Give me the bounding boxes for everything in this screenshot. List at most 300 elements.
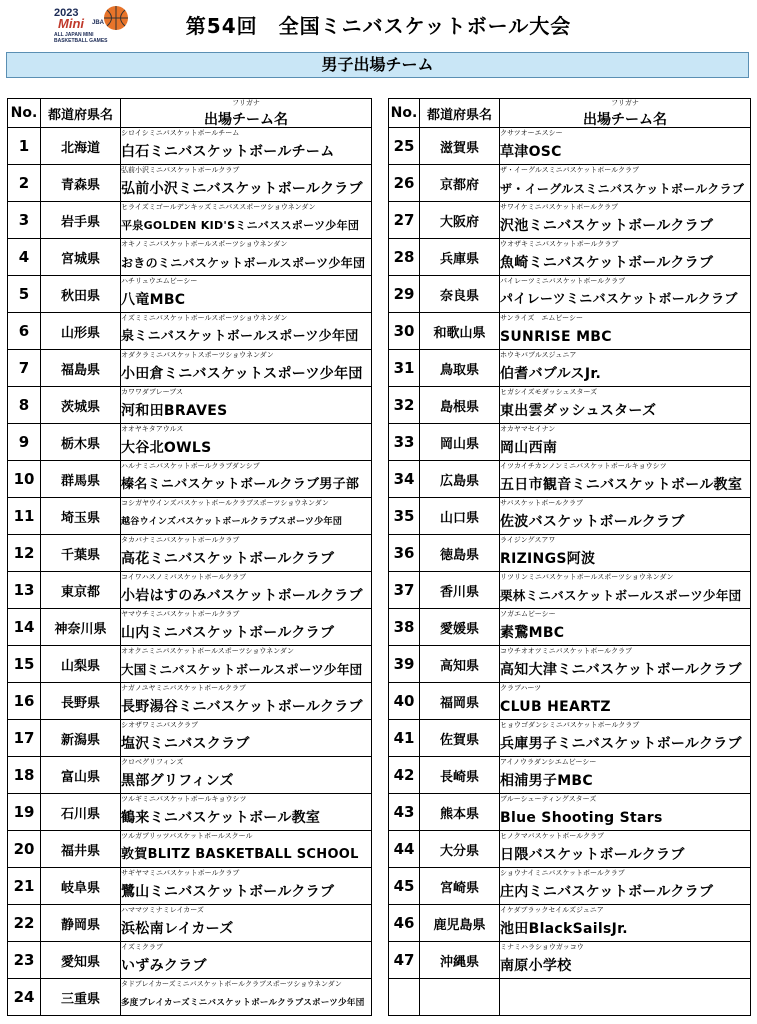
prefecture: 福井県 bbox=[41, 831, 121, 868]
team-cell bbox=[121, 535, 372, 572]
row-number: 30 bbox=[389, 313, 420, 350]
table-row bbox=[8, 979, 372, 1016]
prefecture: 愛知県 bbox=[41, 942, 121, 979]
table-row bbox=[8, 942, 372, 979]
row-number: 28 bbox=[389, 239, 420, 276]
team-name: 東出雲ダッシュスターズ bbox=[500, 403, 657, 419]
prefecture: 福島県 bbox=[41, 350, 121, 387]
team-furigana: イズミミニバスケットボールスポーツショウネンダン bbox=[121, 314, 288, 322]
team-cell bbox=[500, 720, 751, 757]
team-cell bbox=[121, 794, 372, 831]
table-row bbox=[8, 128, 372, 165]
row-number: 23 bbox=[8, 942, 41, 979]
team-table-right bbox=[388, 98, 751, 1016]
team-cell bbox=[121, 387, 372, 424]
table-row bbox=[8, 498, 372, 535]
team-name: 多度ブレイカーズミニバスケットボールクラブスポーツ少年団 bbox=[121, 998, 365, 1008]
table-row bbox=[8, 905, 372, 942]
prefecture: 岡山県 bbox=[420, 424, 500, 461]
row-number: 26 bbox=[389, 165, 420, 202]
table-row bbox=[389, 720, 751, 757]
team-furigana: シオザワミニバスクラブ bbox=[121, 721, 198, 729]
table-row bbox=[389, 128, 751, 165]
prefecture: 岐阜県 bbox=[41, 868, 121, 905]
team-furigana: ヒライズミゴールデンキッズミニバススポーツショウネンダン bbox=[121, 203, 316, 211]
team-name: 素鵞MBC bbox=[500, 625, 565, 641]
team-name: 高花ミニバスケットボールクラブ bbox=[121, 551, 335, 567]
team-cell bbox=[121, 202, 372, 239]
table-row bbox=[389, 905, 751, 942]
col-furigana: フリガナ bbox=[232, 99, 260, 107]
team-name: 小岩はすのみバスケットボールクラブ bbox=[121, 588, 363, 604]
svg-text:2023: 2023 bbox=[54, 7, 79, 19]
prefecture: 東京都 bbox=[41, 572, 121, 609]
prefecture: 山梨県 bbox=[41, 646, 121, 683]
team-furigana: パイレーツミニバスケットボールクラブ bbox=[500, 277, 626, 285]
prefecture: 千葉県 bbox=[41, 535, 121, 572]
team-furigana: タドブレイカーズミニバスケットボールクラブスポーツショウネンダン bbox=[121, 980, 342, 988]
team-name: 兵庫男子ミニバスケットボールクラブ bbox=[500, 736, 742, 752]
prefecture: 鹿児島県 bbox=[420, 905, 500, 942]
team-furigana: ハチリュウエムビーシー bbox=[121, 277, 198, 285]
row-number: 18 bbox=[8, 757, 41, 794]
team-furigana: ヒノクマバスケットボールクラブ bbox=[500, 832, 605, 840]
prefecture: 京都府 bbox=[420, 165, 500, 202]
row-number: 20 bbox=[8, 831, 41, 868]
row-number: 10 bbox=[8, 461, 41, 498]
table-row bbox=[8, 350, 372, 387]
team-furigana: ハルナミニバスケットボールクラブダンシブ bbox=[121, 462, 260, 470]
team-cell bbox=[121, 498, 372, 535]
row-number: 38 bbox=[389, 609, 420, 646]
team-name: 鶴来ミニバスケットボール教室 bbox=[121, 810, 321, 826]
table-row bbox=[389, 350, 751, 387]
table-row bbox=[8, 461, 372, 498]
team-furigana: サワイケミニバスケットボールクラブ bbox=[500, 203, 619, 211]
row-number: 42 bbox=[389, 757, 420, 794]
team-furigana: コシガヤウインズバスケットボールクラブスポーツショウネンダン bbox=[121, 499, 329, 507]
team-cell bbox=[500, 683, 751, 720]
row-number: 39 bbox=[389, 646, 420, 683]
team-cell bbox=[500, 276, 751, 313]
team-cell bbox=[500, 979, 751, 1016]
table-row bbox=[8, 868, 372, 905]
team-name: 日隈バスケットボールクラブ bbox=[500, 847, 685, 863]
team-name: 榛名ミニバスケットボールクラブ男子部 bbox=[121, 477, 360, 492]
prefecture: 新潟県 bbox=[41, 720, 121, 757]
team-furigana: サンライズ エムビーシー bbox=[500, 314, 583, 322]
team-cell bbox=[121, 165, 372, 202]
team-furigana: ショウナイミニバスケットボールクラブ bbox=[500, 869, 625, 877]
team-furigana: ヤマウチミニバスケットボールクラブ bbox=[121, 610, 240, 618]
col-team-name: 出場チーム名 bbox=[204, 112, 288, 128]
table-header bbox=[389, 99, 751, 128]
team-furigana: サバスケットボールクラブ bbox=[500, 499, 583, 507]
row-number: 44 bbox=[389, 831, 420, 868]
team-furigana bbox=[500, 980, 750, 990]
prefecture: 佐賀県 bbox=[420, 720, 500, 757]
table-row bbox=[389, 239, 751, 276]
team-name: 相浦男子MBC bbox=[500, 773, 593, 789]
table-row bbox=[8, 609, 372, 646]
row-number: 43 bbox=[389, 794, 420, 831]
team-furigana: シロイシミニバスケットボールチーム bbox=[121, 129, 240, 137]
team-cell bbox=[500, 165, 751, 202]
team-cell bbox=[121, 128, 372, 165]
col-no: No. bbox=[389, 99, 420, 128]
team-furigana: コウチオオツミニバスケットボールクラブ bbox=[500, 647, 633, 655]
prefecture: 香川県 bbox=[420, 572, 500, 609]
table-row bbox=[8, 720, 372, 757]
table-row bbox=[389, 276, 751, 313]
prefecture: 三重県 bbox=[41, 979, 121, 1016]
prefecture: 広島県 bbox=[420, 461, 500, 498]
team-cell bbox=[500, 128, 751, 165]
row-number: 3 bbox=[8, 202, 41, 239]
team-furigana: ライジングスアワ bbox=[500, 536, 556, 544]
team-furigana: ザ・イーグルスミニバスケットボールクラブ bbox=[500, 166, 639, 174]
prefecture: 沖縄県 bbox=[420, 942, 500, 979]
team-furigana: オオヤキタアウルス bbox=[121, 425, 184, 433]
row-number: 21 bbox=[8, 868, 41, 905]
table-row bbox=[389, 942, 751, 979]
row-number: 37 bbox=[389, 572, 420, 609]
team-name: 河和田BRAVES bbox=[121, 403, 228, 419]
table-row bbox=[389, 165, 751, 202]
team-name: パイレーツミニバスケットボールクラブ bbox=[500, 292, 738, 307]
page-title: 第54回 全国ミニバスケットボール大会 bbox=[185, 14, 572, 38]
team-furigana: ツルガブリッツバスケットボールスクール bbox=[121, 832, 253, 840]
team-cell bbox=[121, 424, 372, 461]
col-pref: 都道府県名 bbox=[420, 99, 500, 128]
col-pref: 都道府県名 bbox=[41, 99, 121, 128]
team-furigana: サギヤマミニバスケットボールクラブ bbox=[121, 869, 240, 877]
team-cell bbox=[500, 942, 751, 979]
row-number: 15 bbox=[8, 646, 41, 683]
prefecture: 兵庫県 bbox=[420, 239, 500, 276]
team-furigana: ツルギミニバスケットボールキョウシツ bbox=[121, 795, 247, 803]
team-cell bbox=[500, 572, 751, 609]
prefecture: 北海道 bbox=[41, 128, 121, 165]
team-cell bbox=[121, 276, 372, 313]
table-row bbox=[389, 202, 751, 239]
prefecture: 青森県 bbox=[41, 165, 121, 202]
team-name: 白石ミニバスケットボールチーム bbox=[121, 144, 335, 160]
team-cell bbox=[121, 646, 372, 683]
team-name: 塩沢ミニバスクラブ bbox=[121, 736, 250, 752]
row-number: 29 bbox=[389, 276, 420, 313]
team-name: 草津OSC bbox=[500, 144, 562, 160]
prefecture: 茨城県 bbox=[41, 387, 121, 424]
team-name: いずみクラブ bbox=[121, 958, 207, 974]
row-number: 16 bbox=[8, 683, 41, 720]
team-cell bbox=[500, 757, 751, 794]
team-furigana: ブルーシューティングスターズ bbox=[500, 795, 597, 803]
row-number: 9 bbox=[8, 424, 41, 461]
row-number: 45 bbox=[389, 868, 420, 905]
svg-text:Mini: Mini bbox=[58, 16, 84, 31]
prefecture: 鳥取県 bbox=[420, 350, 500, 387]
team-name: 鷺山ミニバスケットボールクラブ bbox=[121, 884, 335, 900]
team-furigana: ソガエムビーシー bbox=[500, 610, 556, 618]
table-row bbox=[8, 424, 372, 461]
team-name: ザ・イーグルスミニバスケットボールクラブ bbox=[500, 182, 745, 196]
prefecture: 栃木県 bbox=[41, 424, 121, 461]
table-row bbox=[8, 165, 372, 202]
team-cell bbox=[500, 646, 751, 683]
team-name: 長野湯谷ミニバスケットボールクラブ bbox=[121, 699, 363, 715]
team-cell bbox=[121, 350, 372, 387]
row-number: 25 bbox=[389, 128, 420, 165]
team-name: 庄内ミニバスケットボールクラブ bbox=[500, 884, 714, 900]
row-number: 40 bbox=[389, 683, 420, 720]
table-row bbox=[389, 535, 751, 572]
row-number: 1 bbox=[8, 128, 41, 165]
prefecture: 岩手県 bbox=[41, 202, 121, 239]
row-number: 19 bbox=[8, 794, 41, 831]
row-number: 47 bbox=[389, 942, 420, 979]
team-furigana: ヒョウゴダンシミニバスケットボールクラブ bbox=[500, 721, 640, 729]
team-furigana: コイワハスノミバスケットボールクラブ bbox=[121, 573, 247, 581]
team-furigana: タカバナミニバスケットボールクラブ bbox=[121, 536, 240, 544]
prefecture: 静岡県 bbox=[41, 905, 121, 942]
table-row bbox=[8, 202, 372, 239]
team-cell bbox=[500, 794, 751, 831]
team-name: 岡山西南 bbox=[500, 440, 558, 456]
table-row bbox=[389, 498, 751, 535]
svg-text:ALL JAPAN MINI: ALL JAPAN MINI bbox=[54, 32, 94, 38]
team-cell bbox=[121, 461, 372, 498]
table-row bbox=[8, 572, 372, 609]
team-cell bbox=[500, 202, 751, 239]
table-row bbox=[389, 683, 751, 720]
row-number: 4 bbox=[8, 239, 41, 276]
team-furigana: 弘前小沢ミニバスケットボールクラブ bbox=[121, 166, 240, 174]
table-row bbox=[8, 239, 372, 276]
team-name: 平泉GOLDEN KID'Sミニバススポーツ少年団 bbox=[121, 219, 360, 232]
team-name: 八竜MBC bbox=[121, 292, 186, 308]
table-row bbox=[389, 794, 751, 831]
team-name: 沢池ミニバスケットボールクラブ bbox=[500, 218, 714, 234]
team-cell bbox=[500, 535, 751, 572]
prefecture: 福岡県 bbox=[420, 683, 500, 720]
prefecture: 大分県 bbox=[420, 831, 500, 868]
row-number: 13 bbox=[8, 572, 41, 609]
row-number: 2 bbox=[8, 165, 41, 202]
team-cell bbox=[121, 609, 372, 646]
team-cell bbox=[500, 498, 751, 535]
row-number: 12 bbox=[8, 535, 41, 572]
team-furigana: ハママツミナミレイカーズ bbox=[121, 906, 204, 914]
team-furigana: クロベグリフィンズ bbox=[121, 758, 184, 766]
team-cell bbox=[500, 905, 751, 942]
col-team bbox=[121, 99, 372, 128]
prefecture: 大阪府 bbox=[420, 202, 500, 239]
table-row bbox=[389, 646, 751, 683]
team-cell bbox=[500, 350, 751, 387]
row-number: 46 bbox=[389, 905, 420, 942]
team-cell bbox=[121, 942, 372, 979]
prefecture: 徳島県 bbox=[420, 535, 500, 572]
team-cell bbox=[500, 424, 751, 461]
table-row bbox=[389, 609, 751, 646]
prefecture: 和歌山県 bbox=[420, 313, 500, 350]
team-name: 栗林ミニバスケットボールスポーツ少年団 bbox=[500, 588, 742, 603]
team-cell bbox=[500, 461, 751, 498]
team-furigana: イケダブラックセイルズジュニア bbox=[500, 906, 604, 914]
prefecture: 島根県 bbox=[420, 387, 500, 424]
team-cell bbox=[121, 868, 372, 905]
row-number: 31 bbox=[389, 350, 420, 387]
prefecture: 神奈川県 bbox=[41, 609, 121, 646]
prefecture: 山形県 bbox=[41, 313, 121, 350]
prefecture: 秋田県 bbox=[41, 276, 121, 313]
team-furigana: オキノミニバスケットボールスポーツショウネンダン bbox=[121, 240, 288, 248]
table-header bbox=[8, 99, 372, 128]
prefecture: 富山県 bbox=[41, 757, 121, 794]
table-row bbox=[8, 313, 372, 350]
row-number: 14 bbox=[8, 609, 41, 646]
table-row bbox=[389, 868, 751, 905]
team-cell bbox=[121, 979, 372, 1016]
team-name: 浜松南レイカーズ bbox=[121, 921, 234, 937]
table-row bbox=[389, 757, 751, 794]
col-team-name: 出場チーム名 bbox=[583, 112, 667, 128]
team-furigana: オオクニミニバスケットボールスポーツショウネンダン bbox=[121, 647, 294, 655]
team-name: CLUB HEARTZ bbox=[500, 699, 611, 715]
col-furigana: フリガナ bbox=[611, 99, 639, 107]
team-cell bbox=[121, 313, 372, 350]
table-row bbox=[389, 831, 751, 868]
team-furigana: ヒガシイズモダッシュスターズ bbox=[500, 388, 598, 396]
table-row bbox=[389, 461, 751, 498]
table-row bbox=[389, 979, 751, 1016]
team-name: 五日市観音ミニバスケットボール教室 bbox=[500, 477, 743, 493]
team-cell bbox=[500, 868, 751, 905]
team-name: 伯耆バブルスJr. bbox=[500, 366, 602, 382]
team-furigana: オダクラミニバスケットスポーツショウネンダン bbox=[121, 351, 274, 359]
prefecture: 宮崎県 bbox=[420, 868, 500, 905]
team-cell bbox=[121, 757, 372, 794]
team-name: Blue Shooting Stars bbox=[500, 810, 663, 826]
team-furigana: ホウキバブルスジュニア bbox=[500, 351, 577, 359]
team-name: 大谷北OWLS bbox=[121, 440, 212, 456]
col-no: No. bbox=[8, 99, 41, 128]
team-name: おきのミニバスケットボールスポーツ少年団 bbox=[121, 256, 366, 270]
team-name: 山内ミニバスケットボールクラブ bbox=[121, 625, 335, 641]
row-number: 33 bbox=[389, 424, 420, 461]
col-team bbox=[500, 99, 751, 128]
row-number: 22 bbox=[8, 905, 41, 942]
row-number: 5 bbox=[8, 276, 41, 313]
table-row bbox=[8, 387, 372, 424]
team-furigana: リツリンミニバスケットボールスポーツショウネンダン bbox=[500, 573, 674, 581]
prefecture: 埼玉県 bbox=[41, 498, 121, 535]
table-row bbox=[8, 757, 372, 794]
svg-text:BASKETBALL GAMES: BASKETBALL GAMES bbox=[54, 38, 108, 44]
row-number: 17 bbox=[8, 720, 41, 757]
table-row bbox=[8, 276, 372, 313]
team-cell bbox=[121, 831, 372, 868]
table-row bbox=[8, 646, 372, 683]
team-name: 高知大津ミニバスケットボールクラブ bbox=[500, 662, 742, 678]
team-cell bbox=[500, 239, 751, 276]
team-cell bbox=[121, 905, 372, 942]
team-furigana: アイノウラダンシエムビーシー bbox=[500, 758, 597, 766]
prefecture: 長崎県 bbox=[420, 757, 500, 794]
prefecture: 長野県 bbox=[41, 683, 121, 720]
team-cell bbox=[121, 572, 372, 609]
team-name: 敦賀BLITZ BASKETBALL SCHOOL bbox=[121, 847, 359, 862]
prefecture: 愛媛県 bbox=[420, 609, 500, 646]
team-name: SUNRISE MBC bbox=[500, 329, 612, 345]
team-name: 越谷ウインズバスケットボールクラブスポーツ少年団 bbox=[121, 517, 343, 527]
team-furigana: カワワダブレーブス bbox=[121, 388, 184, 396]
team-furigana: ウオザキミニバスケットボールクラブ bbox=[500, 240, 619, 248]
row-number: 24 bbox=[8, 979, 41, 1016]
prefecture: 石川県 bbox=[41, 794, 121, 831]
row-number: 8 bbox=[8, 387, 41, 424]
team-cell bbox=[500, 387, 751, 424]
table-row bbox=[8, 831, 372, 868]
team-furigana: クラブハーツ bbox=[500, 684, 542, 692]
table-row bbox=[389, 424, 751, 461]
team-name: 大国ミニバスケットボールスポーツ少年団 bbox=[121, 662, 363, 677]
table-row bbox=[389, 387, 751, 424]
team-name: 小田倉ミニバスケットスポーツ少年団 bbox=[121, 366, 363, 382]
row-number: 7 bbox=[8, 350, 41, 387]
team-cell bbox=[121, 720, 372, 757]
prefecture bbox=[420, 979, 500, 1016]
section-banner: 男子出場チーム bbox=[6, 52, 749, 78]
row-number: 35 bbox=[389, 498, 420, 535]
team-furigana: オカヤマセイナン bbox=[500, 425, 556, 433]
team-name: 佐波バスケットボールクラブ bbox=[500, 514, 685, 530]
team-furigana: イツカイチカンノンミニバスケットボールキョウシツ bbox=[500, 462, 667, 470]
team-table-left bbox=[7, 98, 372, 1016]
table-row bbox=[8, 794, 372, 831]
team-cell bbox=[500, 609, 751, 646]
team-cell bbox=[500, 831, 751, 868]
team-name: 黒部グリフィンズ bbox=[121, 773, 234, 789]
row-number: 32 bbox=[389, 387, 420, 424]
team-cell bbox=[121, 683, 372, 720]
row-number: 34 bbox=[389, 461, 420, 498]
prefecture: 熊本県 bbox=[420, 794, 500, 831]
team-name: 魚崎ミニバスケットボールクラブ bbox=[500, 255, 714, 271]
team-name: 南原小学校 bbox=[500, 958, 572, 974]
team-name: 弘前小沢ミニバスケットボールクラブ bbox=[121, 181, 363, 197]
prefecture: 群馬県 bbox=[41, 461, 121, 498]
prefecture: 滋賀県 bbox=[420, 128, 500, 165]
row-number: 6 bbox=[8, 313, 41, 350]
prefecture: 宮城県 bbox=[41, 239, 121, 276]
svg-text:JBA: JBA bbox=[92, 20, 105, 26]
table-row bbox=[389, 572, 751, 609]
team-furigana: ナガノユヤミニバスケットボールクラブ bbox=[121, 684, 246, 692]
team-name: 池田BlackSailsJr. bbox=[500, 921, 628, 937]
row-number bbox=[389, 979, 420, 1016]
table-row bbox=[8, 535, 372, 572]
team-furigana: イズミクラブ bbox=[121, 943, 163, 951]
prefecture: 山口県 bbox=[420, 498, 500, 535]
row-number: 41 bbox=[389, 720, 420, 757]
prefecture: 高知県 bbox=[420, 646, 500, 683]
team-furigana: クサツオーエスシー bbox=[500, 129, 563, 137]
team-cell bbox=[500, 313, 751, 350]
row-number: 27 bbox=[389, 202, 420, 239]
table-row bbox=[389, 313, 751, 350]
